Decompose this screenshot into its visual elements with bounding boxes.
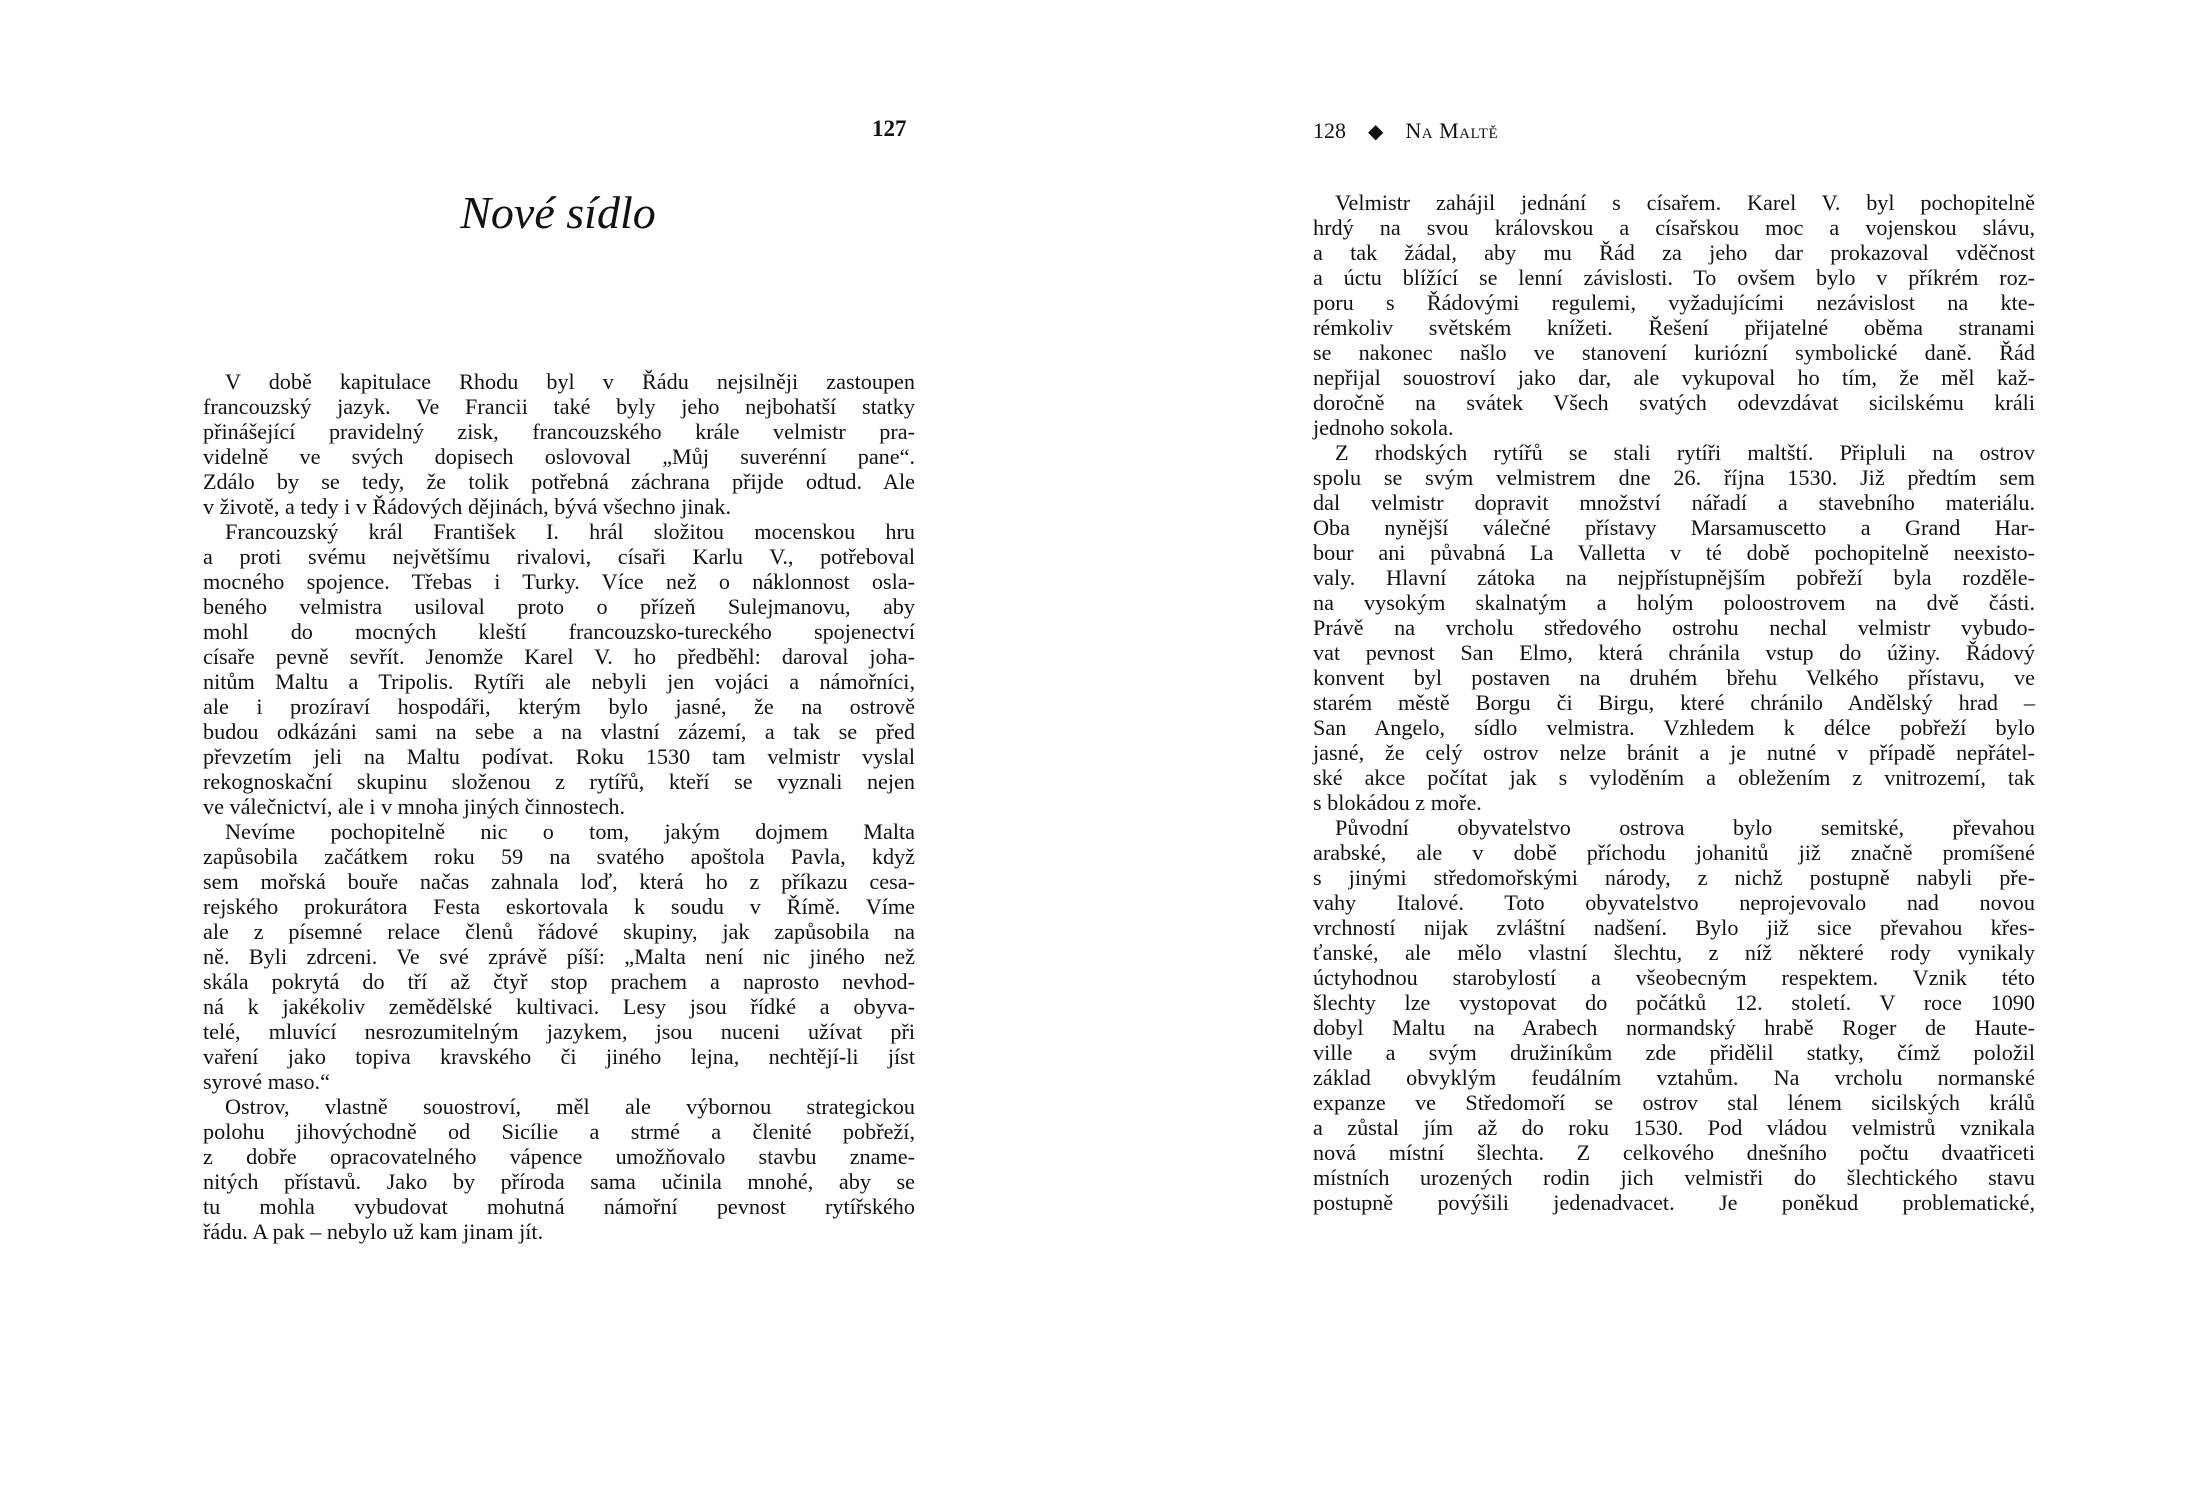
text-line: vahy Italové. Toto obyvatelstvo neprojevovalo nad novou [1313,890,2035,915]
text-line: Z rhodských rytířů se stali rytíři maltští. Připluli na ostrov [1335,440,2035,465]
text-line: vaření jako topiva kravského či jiného lejna, nechtějí-li jíst [203,1044,915,1069]
text-line: tu mohla vybudovat mohutná námořní pevnost rytířského [203,1194,915,1219]
text-line: ville a svým družiníkům zde přidělil statky, čímž položil [1313,1040,2035,1065]
text-line: ale i prozíraví hospodáři, kterým bylo jasné, že na ostrově [203,694,915,719]
text-line: ale z písemné relace členů řádové skupiny, jak zapůsobila na [203,919,915,944]
text-line: a zůstal jím až do roku 1530. Pod vládou velmistrů vznikala [1313,1115,2035,1140]
right-page [1105,0,2210,1500]
text-line: rekognoskační skupinu složenou z rytířů, kteří se vyznali nejen [203,769,915,794]
text-line: Nevíme pochopitelně nic o tom, jakým dojmem Malta [225,819,915,844]
text-line: V době kapitulace Rhodu byl v Řádu nejsilněji zastoupen [225,369,915,394]
text-line: Zdálo by se tedy, že tolik potřebná záchrana přijde odtud. Ale [203,469,915,494]
text-line: a úctu blížící se lenní závislosti. To ovšem bylo v příkrém roz- [1313,265,2035,290]
text-line: nepřijal souostroví jako dar, ale vykupoval ho tím, že měl kaž- [1313,365,2035,390]
text-line: hrdý na svou královskou a císařskou moc a vojenskou slávu, [1313,215,2035,240]
text-line: dal velmistr dopravit množství nářadí a stavebního materiálu. [1313,490,2035,515]
text-line: mohl do mocných kleští francouzsko-tureckého spojenectví [203,619,915,644]
text-line: expanze ve Středomoří se ostrov stal lénem sicilských králů [1313,1090,2035,1115]
text-line: a proti svému největšímu rivalovi, císaři Karlu V., potřeboval [203,544,915,569]
page-number: 127 [872,116,907,141]
text-line: polohu jihovýchodně od Sicílie a strmé a členité pobřeží, [203,1119,915,1144]
text-line: se nakonec našlo ve stanovení kuriózní symbolické daně. Řád [1313,340,2035,365]
text-line: skála pokrytá do tří až čtyř stop prachem a naprosto nevhod- [203,969,915,994]
text-line: Oba nynější válečné přístavy Marsamuscetto a Grand Har- [1313,515,2035,540]
running-header [1313,118,1498,144]
chapter-title: Nové sídlo [460,187,656,238]
text-line: a tak žádal, aby mu Řád za jeho dar prokazoval vděčnost [1313,240,2035,265]
text-line: ské akce počítat jak s vyloděním a obležením z vnitrozemí, tak [1313,765,2035,790]
running-title: Na Maltě [1405,118,1499,143]
text-line: beného velmistra usiloval proto o přízeň Sulejmanovu, aby [203,594,915,619]
text-line: Právě na vrcholu středového ostrohu nechal velmistr vybudo- [1313,615,2035,640]
text-line: císaře pevně sevřít. Jenomže Karel V. ho předběhl: daroval joha- [203,644,915,669]
text-line: poru s Řádovými regulemi, vyžadujícími nezávislost na kte- [1313,290,2035,315]
text-line: doročně na svátek Všech svatých odevzdávat sicilskému králi [1313,390,2035,415]
text-line: jasné, že celý ostrov nelze bránit a je nutné v případě nepřátel- [1313,740,2035,765]
text-line: budou odkázáni sami na sebe a na vlastní zázemí, a tak se před [203,719,915,744]
text-line: mocného spojence. Třebas i Turky. Více než o náklonnost osla- [203,569,915,594]
text-line: Francouzský král František I. hrál složitou mocenskou hru [225,519,915,544]
text-line: francouzský jazyk. Ve Francii také byly jeho nejbohatší statky [203,394,915,419]
text-line: rejského prokurátora Festa eskortovala k soudu v Římě. Víme [203,894,915,919]
text-line: s jinými středomořskými národy, z nichž postupně nabyli pře- [1313,865,2035,890]
text-line: San Angelo, sídlo velmistra. Vzhledem k délce pobřeží bylo [1313,715,2035,740]
text-line: Ostrov, vlastně souostroví, měl ale výbornou strategickou [225,1094,915,1119]
text-line: na vysokým skalnatým a holým poloostrovem na dvě části. [1313,590,2035,615]
text-line: jednoho sokola. [1313,415,1454,440]
text-line: postupně povýšili jedenadvacet. Je poněkud problematické, [1313,1190,2035,1215]
text-line: Velmistr zahájil jednání s císařem. Karel V. byl pochopitelně [1335,190,2035,215]
body-text [1313,190,2035,1215]
text-line: bour ani půvabná La Valletta v té době pochopitelně neexisto- [1313,540,2035,565]
text-line: syrové maso.“ [203,1069,330,1094]
text-line: rémkoliv světském knížeti. Řešení přijatelné oběma stranami [1313,315,2035,340]
text-line: nová místní šlechta. Z celkového dnešního počtu dvaatřiceti [1313,1140,2035,1165]
text-line: s blokádou z moře. [1313,790,1482,815]
text-line: Původní obyvatelstvo ostrova bylo semitské, převahou [1335,815,2035,840]
text-line: telé, mluvící nesrozumitelným jazykem, jsou nuceni užívat při [203,1019,915,1044]
text-line: řádu. A pak – nebylo už kam jinam jít. [203,1219,544,1244]
text-line: místních urozených rodin jich velmistři do šlechtického stavu [1313,1165,2035,1190]
page-number: 128 [1313,118,1346,143]
text-line: převzetím jeli na Maltu podívat. Roku 1530 tam velmistr vyslal [203,744,915,769]
text-line: vrchností nijak zvláštní nadšení. Bylo již sice převahou křes- [1313,915,2035,940]
text-line: valy. Hlavní zátoka na nejpřístupnějším pobřeží byla rozděle- [1313,565,2035,590]
text-line: základ obvyklým feudálním vztahům. Na vrcholu normanské [1313,1065,2035,1090]
text-line: spolu se svým velmistrem dne 26. října 1530. Již předtím sem [1313,465,2035,490]
text-line: starém městě Borgu či Birgu, které chránilo Andělský hrad – [1313,690,2035,715]
text-line: šlechty lze vystopovat do počátků 12. století. V roce 1090 [1313,990,2035,1015]
text-line: vat pevnost San Elmo, která chránila vstup do úžiny. Řádový [1313,640,2035,665]
text-line: z dobře opracovatelného vápence umožňovalo stavbu zname- [203,1144,915,1169]
text-line: dobyl Maltu na Arabech normandský hrabě Roger de Haute- [1313,1015,2035,1040]
diamond-icon: ◆ [1368,121,1384,143]
text-line: zapůsobila začátkem roku 59 na svatého apoštola Pavla, když [203,844,915,869]
text-line: videlně ve svých dopisech oslovoval „Můj suverénní pane“. [203,444,915,469]
text-line: sem mořská bouře načas zahnala loď, která ho z příkazu cesa- [203,869,915,894]
text-line: v životě, a tedy i v Řádových dějinách, bývá všechno jinak. [203,494,732,519]
body-text [203,369,915,1244]
text-line: ně. Byli zdrceni. Ve své zprávě píší: „Malta není nic jiného než [203,944,915,969]
text-line: ná k jakékoliv zemědělské kultivaci. Lesy jsou řídké a obyva- [203,994,915,1019]
text-line: ve válečnictví, ale i v mnoha jiných činnostech. [203,794,626,819]
text-line: konvent byl postaven na druhém břehu Velkého přístavu, ve [1313,665,2035,690]
text-line: přinášející pravidelný zisk, francouzského krále velmistr pra- [203,419,915,444]
text-line: úctyhodnou starobylostí a všeobecným respektem. Vznik této [1313,965,2035,990]
text-line: nitům Maltu a Tripolis. Rytíři ale nebyli jen vojáci a námořníci, [203,669,915,694]
text-line: ťanské, ale mělo vlastní šlechtu, z níž některé rody vynikaly [1313,940,2035,965]
text-line: nitých přístavů. Jako by příroda sama učinila mnohé, aby se [203,1169,915,1194]
text-line: arabské, ale v době příchodu johanitů již značně promíšené [1313,840,2035,865]
